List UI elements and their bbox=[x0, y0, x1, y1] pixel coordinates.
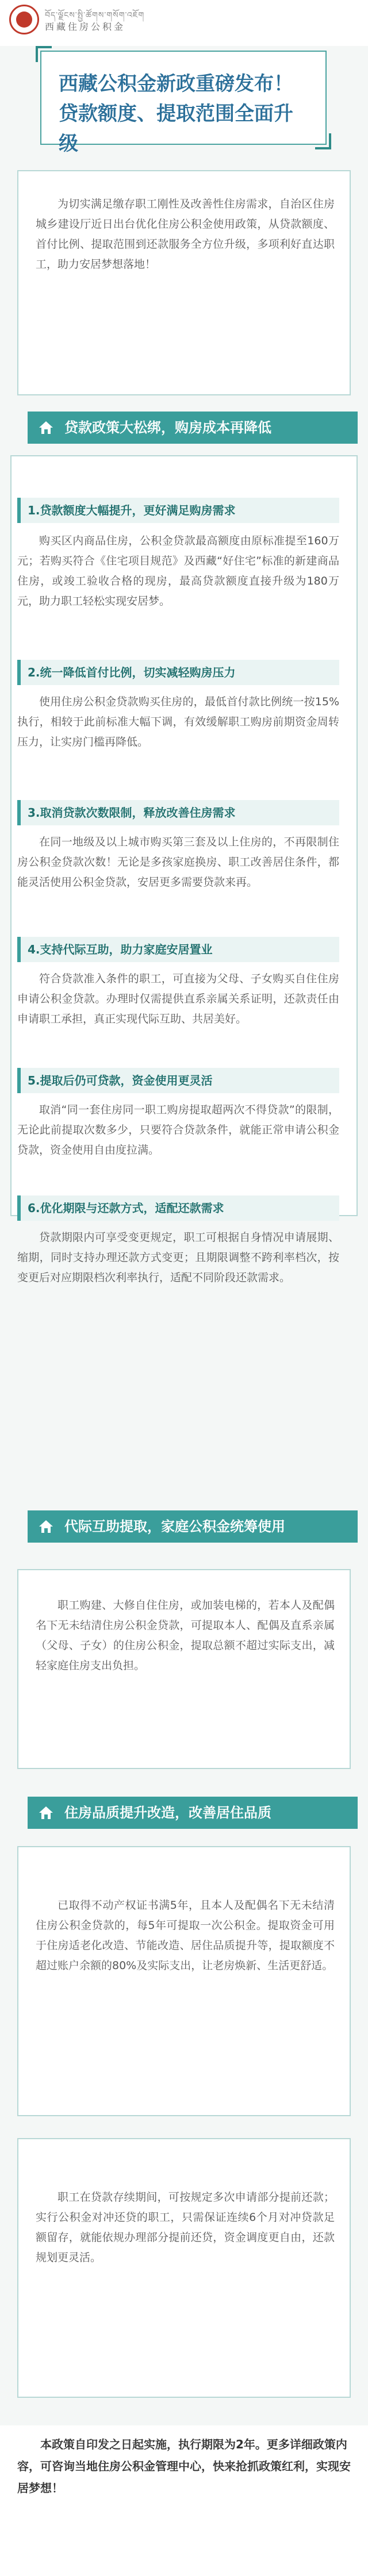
section-title: 代际互助提取，家庭公积金统筹使用 bbox=[64, 1518, 285, 1535]
item-3-text: 在同一地级及以上城市购买第三套及以上住房的，不再限制住房公积金贷款次数！无论是多孩家庭换房、职工改善居住条件，都能灵活使用公积金贷款，安居更多需要贷款来再。 bbox=[17, 836, 339, 889]
section-banner-loan bbox=[10, 412, 358, 444]
intro-text: 为切实满足缴存职工刚性及改善性住房需求，自治区住房城乡建设厅近日出台优化住房公积金使用政策，从贷款额度、首付比例、提取范围到还款服务全方位升级，多项利好直达职工，助力安居梦想落地！ bbox=[36, 198, 335, 271]
item-2-text: 使用住房公积金贷款购买住房的，最低首付款比例统一按15%执行，相较于此前标准大幅下调，有效缓解职工购房前期资金周转压力，让实房门槛再降低。 bbox=[17, 695, 339, 748]
title-box bbox=[40, 51, 327, 155]
prepayment-card bbox=[17, 2138, 351, 2398]
renovation-text: 已取得不动产权证书满5年，且本人及配偶名下无未结清住房公积金贷款的，每5年可提取一次公积金。提取资金可用于住房适老化改造、节能改造、居住品质提升等，提取额度不超过账户余额的80%及实际支出，让老房焕新、生活更舒适。 bbox=[36, 1899, 335, 1972]
sub-head-text: 4.支持代际互助，助力家庭安居置业 bbox=[28, 943, 213, 956]
intergenerational-text: 职工购建、大修自住住房，或加装电梯的，若本人及配偶名下无未结清住房公积金贷款，可提取本人、配偶及直系亲属（父母、子女）的住房公积金，提取总额不超过实际支出，减轻家庭住房支出负担。 bbox=[36, 1599, 335, 1672]
sub-head-text: 6.优化期限与还款方式，适配还款需求 bbox=[28, 1201, 224, 1215]
house-icon bbox=[37, 1804, 55, 1822]
house-icon bbox=[37, 418, 55, 437]
item-5-text: 取消“同一套住房同一职工购房提取超两次不得贷款”的限制，无论此前提取次数多少，只要符合贷款条件，就能正常申请公积金贷款，资金使用自由度拉满。 bbox=[17, 1104, 339, 1156]
section-banner-withdrawal bbox=[10, 1510, 358, 1543]
house-icon bbox=[37, 1517, 55, 1536]
renovation-card bbox=[17, 1846, 351, 2116]
section-title: 贷款政策大松绑，购房成本再降低 bbox=[64, 420, 271, 436]
sub-head-5 bbox=[17, 1068, 339, 1093]
sub-head-3 bbox=[17, 800, 339, 825]
item-6-text: 贷款期限内可享受变更规定，职工可根据自身情况申请展期、缩期，同时支持办理还款方式变更；且期限调整不跨利率档次，按变更后对应期限档次利率执行，适配不同阶段还款需求。 bbox=[17, 1231, 339, 1284]
sub-head-4 bbox=[17, 937, 339, 962]
sub-head-text: 5.提取后仍可贷款，资金使用更灵活 bbox=[28, 1074, 213, 1087]
prepayment-text: 职工在贷款存续期间，可按规定多次申请部分提前还款；实行公积金对冲还贷的职工，只需保证连续6个月对冲贷款足额留存，就能依规办理部分提前还贷，资金调度更自由，还款规划更灵活。 bbox=[36, 2191, 335, 2264]
section-banner-renovation bbox=[10, 1797, 358, 1829]
sub-head-1 bbox=[17, 498, 339, 523]
item-1-text: 购买区内商品住房，公积金贷款最高额度由原标准提至160万元；若购买符合《住宅项目规范》及西藏“好住宅”标准的新建商品住房，或竣工验收合格的现房，最高贷款额度直接升级为180万元，助力职工轻松实现安居梦。 bbox=[17, 535, 339, 608]
org-name-chinese: 西藏住房公积金 bbox=[45, 21, 126, 32]
footer-text: 本政策自印发之日起实施，执行期限为2年。更多详细政策内容，可咨询当地住房公积金管理中心，快来抢抓政策红利，实现安居梦想！ bbox=[17, 2437, 351, 2495]
sub-head-text: 1.贷款额度大幅提升，更好满足购房需求 bbox=[28, 503, 236, 517]
intergenerational-card bbox=[17, 1569, 351, 1769]
intro-card bbox=[17, 170, 351, 395]
org-name-tibetan: བོད་ལྗོངས་སྤྱི་ཚོགས་གསོག་འཇོག bbox=[45, 11, 145, 20]
sub-head-6 bbox=[17, 1195, 339, 1221]
sub-head-2 bbox=[17, 660, 339, 685]
sub-head-text: 2.统一降低首付比例，切实减轻购房压力 bbox=[28, 666, 236, 679]
header-bar bbox=[0, 0, 368, 46]
page-title: 西藏公积金新政重磅发布！贷款额度、提取范围全面升级 bbox=[59, 72, 293, 155]
section-title: 住房品质提升改造，改善居住品质 bbox=[64, 1805, 271, 1821]
item-4-text: 符合贷款准入条件的职工，可直接为父母、子女购买自住住房申请公积金贷款。办理时仅需提供直系亲属关系证明，还款责任由申请职工承担，真正实现代际互助、共居美好。 bbox=[17, 972, 339, 1025]
org-logo-icon bbox=[9, 5, 39, 34]
sub-head-text: 3.取消贷款次数限制，释放改善住房需求 bbox=[28, 806, 236, 820]
